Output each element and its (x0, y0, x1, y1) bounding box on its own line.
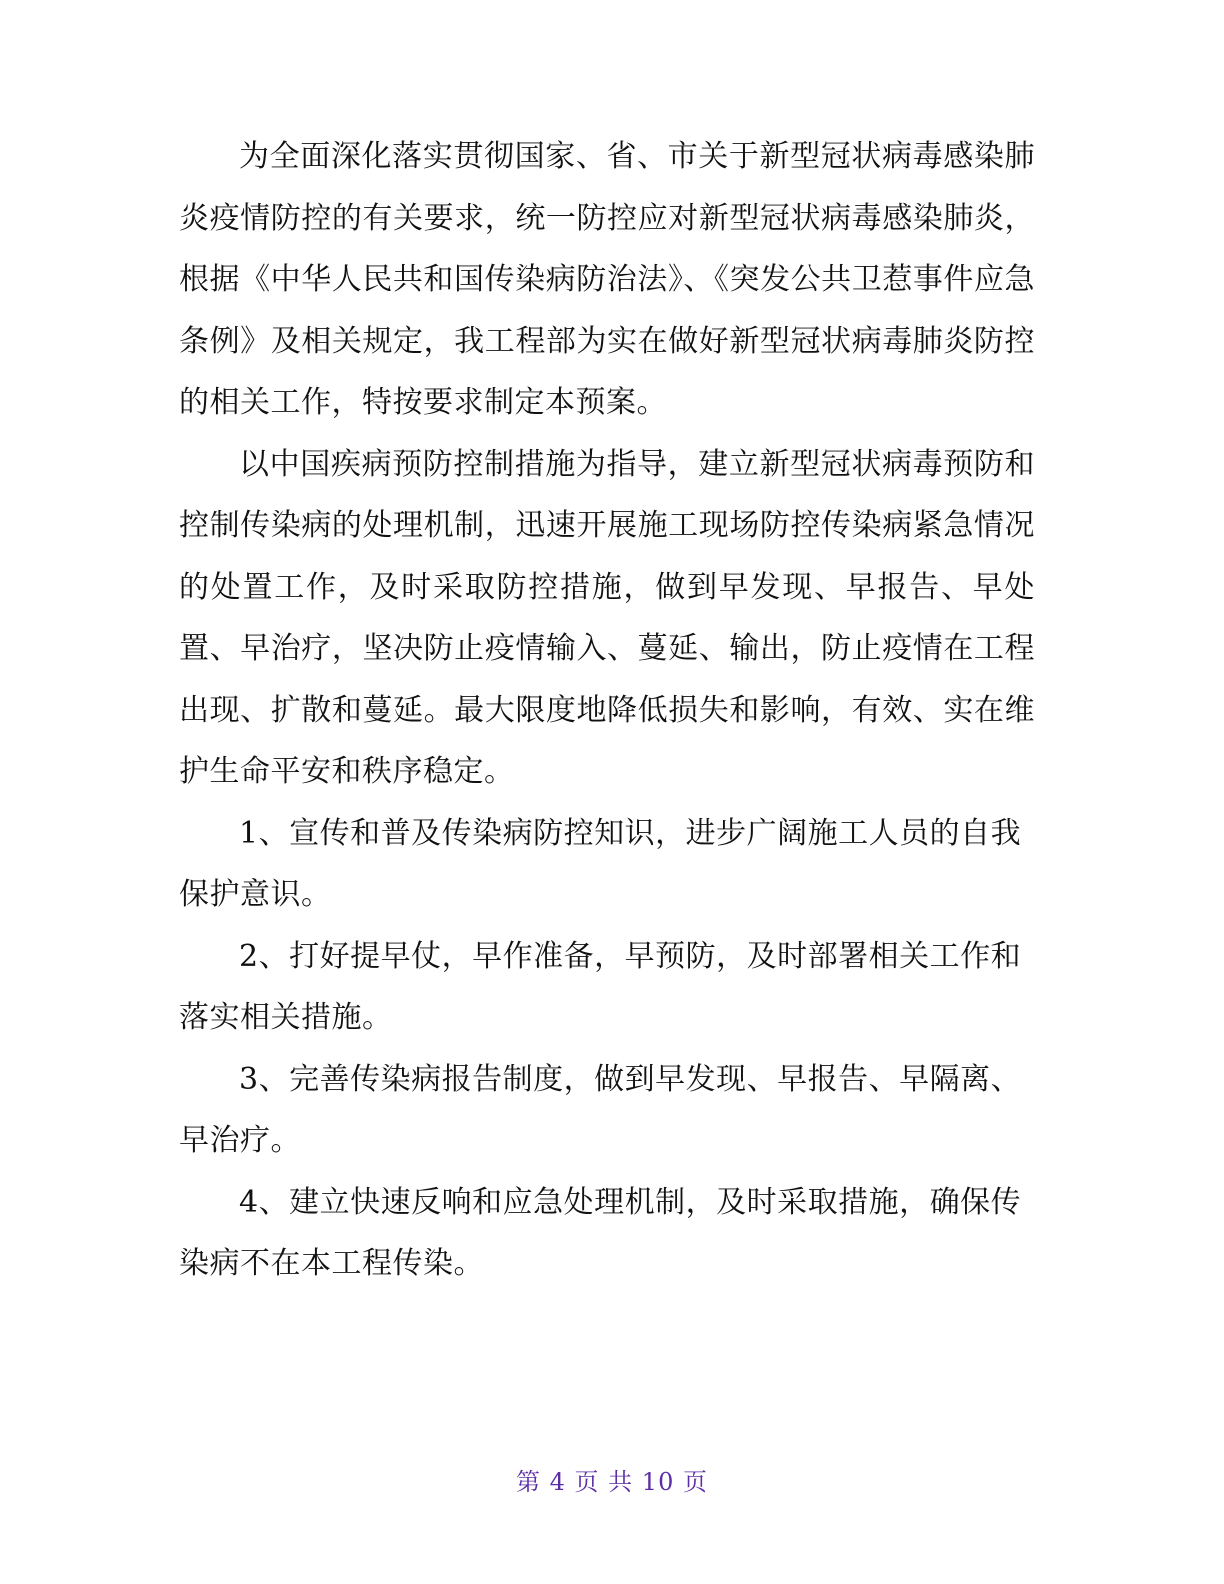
paragraph-guidance: 以中国疾病预防控制措施为指导，建立新型冠状病毒预防和控制传染病的处理机制，迅速开展施工现场防控传染病紧急情况的处置工作，及时采取防控措施，做到早发现、早报告、早处置、早治疗，坚决防止疫情输入、蔓延、输出，防止疫情在工程出现、扩散和蔓延。最大限度地降低损失和影响，有效、实在维护生命平安和秩序稳定。 (179, 446, 1035, 789)
list-item-4: 4、建立快速反响和应急处理机制，及时采取措施，确保传染病不在本工程传染。 (179, 1184, 1022, 1281)
page-number-label: 第 4 页 共 10 页 (516, 1468, 708, 1496)
list-item-2: 2、打好提早仗，早作准备，早预防，及时部署相关工作和落实相关措施。 (179, 938, 1022, 1035)
document-body (179, 126, 1035, 1295)
paragraph-intro: 为全面深化落实贯彻国家、省、市关于新型冠状病毒感染肺炎疫情防控的有关要求，统一防控应对新型冠状病毒感染肺炎，根据《中华人民共和国传染病防治法》、《突发公共卫惹事件应急条例》及相关规定，我工程部为实在做好新型冠状病毒肺炎防控的相关工作，特按要求制定本预案。 (179, 139, 1035, 420)
list-item-1: 1、宣传和普及传染病防控知识，进步广阔施工人员的自我保护意识。 (179, 815, 1022, 912)
list-item-3: 3、完善传染病报告制度，做到早发现、早报告、早隔离、早治疗。 (179, 1061, 1022, 1158)
page-footer (0, 1462, 1224, 1497)
